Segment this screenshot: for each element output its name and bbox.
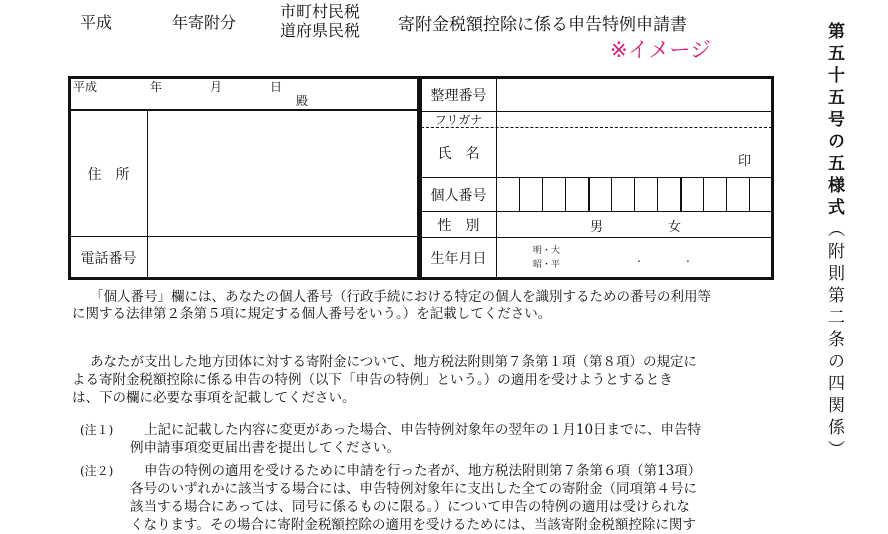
date-month: 月 (210, 80, 223, 94)
note1-line2: 例申請事項変更届出書を提出してください。 (130, 440, 400, 456)
ref-number-field[interactable] (497, 78, 772, 111)
note2-line2: 各号のいずれかに該当する場合には、申告特例対象年に支出した全ての寄附金（同項第４号に (130, 481, 697, 497)
name-label: 氏 名 (437, 145, 480, 162)
digit-separator (726, 178, 727, 211)
date-era: 平成 (73, 80, 98, 94)
note2-label: (注２) (80, 464, 114, 478)
sex-option-male[interactable]: 男 (590, 220, 604, 235)
personal-number-label: 個人番号 (430, 187, 487, 204)
phone-label: 電話番号 (80, 250, 137, 267)
form-reference: （附則第二条の四関係） (824, 220, 844, 462)
note1-label: (注１) (80, 423, 114, 437)
note2-line1: 申告の特例の適用を受けるために申請を行った者が、地方税法附則第７条第６項（第13項） (144, 463, 702, 479)
date-year: 年 (150, 80, 163, 94)
note2-line3: 該当する場合にあっては、同号に係るものに限る。）について申告の特例の適用は受けられな (130, 499, 690, 515)
form-title: 寄附金税額控除に係る申告特例申請書 (398, 15, 687, 35)
digit-separator (703, 178, 704, 211)
form-number: 第五十五号の五様式 (824, 22, 844, 220)
main-line3: は、下の欄に必要な事項を記載してください。 (72, 390, 356, 406)
note1-line1: 上記に記載した内容に変更があった場合、申告特例対象年の翌年の１月10日までに、申告特 (144, 422, 702, 438)
sample-watermark: ※イメージ (610, 38, 711, 62)
note2-line4: くなります。その場合に寄附金税額控除の適用を受けるためには、当該寄附金税額控除に関す (130, 517, 696, 533)
digit-group-separator (680, 178, 682, 211)
phone-field[interactable] (148, 237, 418, 278)
birth-date-field[interactable] (497, 238, 772, 278)
furigana-label: フリガナ (434, 113, 483, 127)
name-field[interactable] (497, 128, 772, 177)
birth-date-dot: . (686, 251, 690, 265)
personal-number-field[interactable] (497, 178, 772, 211)
seal-mark: 印 (738, 154, 752, 169)
digit-separator (749, 178, 750, 211)
digit-separator (565, 178, 566, 211)
form-number-vertical (822, 22, 847, 462)
header-tax-prefectural: 道府県民税 (280, 21, 361, 40)
header-era: 平成 (80, 13, 113, 32)
sex-label: 性 別 (437, 217, 480, 234)
note-personal-line2: に関する法律第２条第５項に規定する個人番号をいう。）を記載してください。 (72, 306, 552, 322)
note-personal-line1: 「個人番号」欄には、あなたの個人番号（行政手続における特定の個人を識別するための番号の利用等 (90, 289, 711, 305)
birth-date-label: 生年月日 (430, 251, 487, 267)
furigana-field[interactable] (497, 112, 772, 127)
digit-separator (542, 178, 543, 211)
digit-separator (634, 178, 635, 211)
digit-group-separator (588, 178, 590, 211)
era-meiji-taisho: 明・大 (533, 246, 561, 256)
sex-option-female[interactable]: 女 (668, 220, 682, 235)
digit-separator (519, 178, 520, 211)
date-day: 日 (270, 80, 283, 94)
ref-number-label: 整理番号 (430, 87, 487, 104)
header-tax-municipal: 市町村民税 (280, 2, 361, 21)
digit-separator (611, 178, 612, 211)
addressee-suffix: 殿 (296, 94, 309, 108)
birth-date-dot: . (637, 251, 641, 265)
header-year-donation: 年寄附分 (172, 13, 237, 32)
address-label: 住 所 (87, 166, 130, 183)
main-line2: よる寄附金税額控除に係る申告の特例（以下「申告の特例」という。）の適用を受けようとするとき (72, 372, 673, 388)
era-showa-heisei: 昭・平 (533, 260, 561, 270)
digit-separator (657, 178, 658, 211)
main-line1: あなたが支出した地方団体に対する寄附金について、地方税法附則第７条第１項（第８項）の規定に (90, 354, 697, 370)
address-field[interactable] (148, 111, 418, 236)
